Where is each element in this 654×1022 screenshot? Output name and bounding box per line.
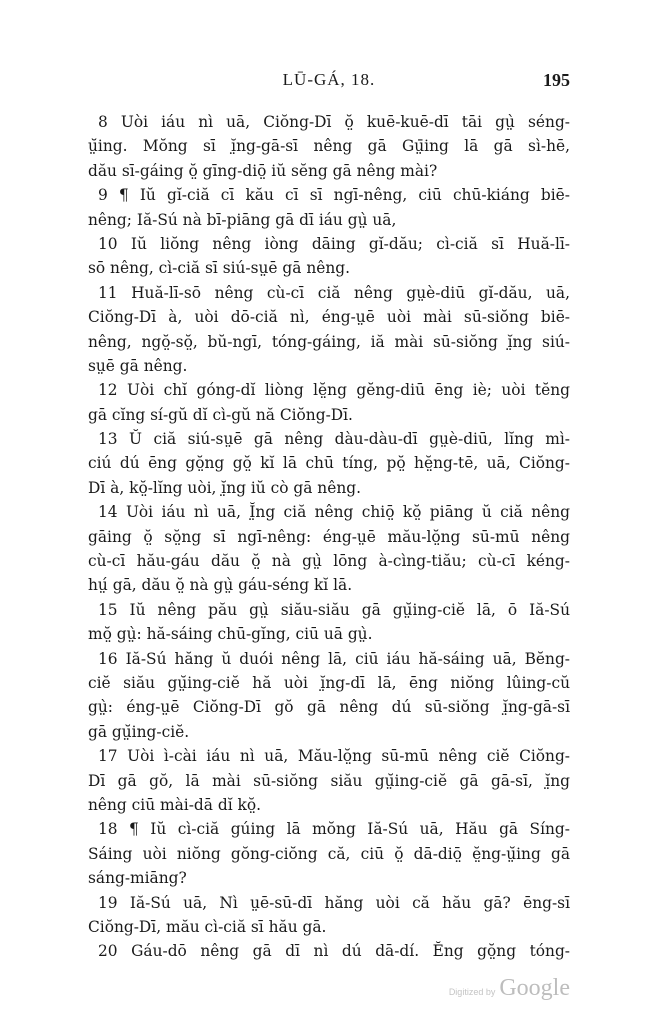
- text-line: ṳ̆ing. Mŏng sī ĭ̤ng-gā-sī nêng gā Gṳ̄ing lā gā sì-hē,: [88, 137, 570, 156]
- text-line: ciú dú ēng gŏ̤ng gŏ̤ kĭ lā chū tíng, pŏ̤ hĕ̤ng-tē, uā, Ciŏng-: [88, 454, 570, 473]
- text-line: nêng ciū mài-dā dĭ kŏ̤.: [88, 795, 261, 814]
- text-line: nêng, ngŏ̤-sŏ̤, bŭ-ngī, tóng-gáing, iă mài sū-siŏng ĭ̤ng siú-: [88, 332, 570, 351]
- text-line: nêng; Iă-Sú nà bī-piāng gā dī iáu gṳ̀ uā,: [88, 210, 397, 229]
- text-line: 18 ¶ Iŭ cì-ciă gúing lā mŏng Iă-Sú uā, Hău gā Síng-: [98, 820, 570, 839]
- running-head: [88, 70, 570, 96]
- running-title: LŪ-GÁ, 18.: [282, 70, 376, 89]
- text-line: 9 ¶ Iŭ gĭ-ciă cī kău cī sī ngī-nêng, ciū chū-kiáng biē-: [98, 186, 570, 205]
- google-logo: Google: [499, 975, 570, 1001]
- text-line: mŏ̤ gṳ̀: hă-sáing chū-gĭng, ciū uā gṳ̀.: [88, 625, 373, 644]
- watermark-digitized-text: Digitized by: [448, 987, 496, 997]
- text-line: 16 Iă-Sú hăng ŭ duói nêng lā, ciū iáu hă-sáing uā, Bĕng-: [98, 649, 570, 668]
- text-line: 12 Uòi chĭ góng-dĭ liòng lĕ̤ng gĕng-diū ēng iè; uòi tĕng: [98, 381, 570, 400]
- text-line: Ciŏng-Dī, mău cì-ciă sī hău gā.: [88, 917, 327, 936]
- text-line: gṳ̀: éng-ṳē Ciŏng-Dī gŏ gā nêng dú sū-siŏng ĭ̤ng-gā-sī: [88, 698, 570, 717]
- text-line: 8 Uòi iáu nì uā, Ciŏng-Dī ŏ̤ kuē-kuē-dī tāi gṳ̀ séng-: [98, 113, 570, 131]
- text-line: 19 Iă-Sú uā, Nì ṳē-sū-dī hăng uòi că hău gā? ēng-sī: [98, 893, 570, 912]
- text-body: [88, 110, 570, 964]
- digitized-watermark: [449, 975, 570, 1002]
- text-line: Ciŏng-Dī à, uòi dō-ciă nì, éng-ṳē uòi mài sū-siŏng biē-: [88, 308, 570, 327]
- text-line: Dī à, kŏ̤-lĭng uòi, ĭ̤ng iŭ cò gā nêng.: [88, 478, 361, 497]
- text-line: dău sī-gáing ŏ̤ gīng-diō̤ iŭ sĕng gā nêng mài?: [88, 161, 438, 180]
- text-line: hṳ́ gā, dău ŏ̤ nà gṳ̀ gáu-séng kĭ lā.: [88, 576, 353, 595]
- text-line: Dī gā gŏ, lā mài sū-siŏng siău gṳ̆ing-ciĕ gā gā-sī, ĭ̤ng: [88, 771, 570, 790]
- text-line: 20 Gáu-dō nêng gā dī nì dú dā-dí. Ĕng gŏ̤ng tóng-: [98, 942, 570, 961]
- text-line: cù-cī hău-gáu dău ŏ̤ nà gṳ̀ lōng à-cìng-tiău; cù-cī kéng-: [88, 552, 570, 571]
- text-line: 10 Iŭ liŏng nêng iòng dāing gĭ-dău; cì-ciă sī Huă-lī-: [98, 234, 570, 253]
- text-line: gā cĭng sí-gŭ dĭ cì-gŭ nă Ciŏng-Dī.: [88, 405, 353, 424]
- text-line: sō nêng, cì-ciă sī siú-sṳē gā nêng.: [88, 259, 351, 278]
- text-line: sáng-miāng?: [88, 869, 187, 888]
- text-line: sṳē gā nêng.: [88, 356, 188, 375]
- text-line: 13 Ŭ ciă siú-sṳē gā nêng dàu-dàu-dī gṳè-diū, lĭng mì-: [98, 430, 570, 449]
- text-line: ciĕ siău gṳ̆ing-ciĕ hă uòi ĭ̤ng-dī lā, ēng niŏng lûing-cŭ: [88, 673, 570, 692]
- text-line: Sáing uòi niŏng gŏng-ciŏng că, ciū ŏ̤ dā-diō̤ ĕ̤ng-ṳ̆ing gā: [88, 844, 570, 863]
- text-line: 14 Uòi iáu nì uā, Ĭ̤ng ciă nêng chiō̤ kŏ̤ piāng ŭ ciă nêng: [98, 503, 570, 522]
- page-number: 195: [543, 70, 570, 90]
- text-line: 17 Uòi ì-cài iáu nì uā, Mău-lŏ̤ng sū-mū nêng ciĕ Ciŏng-: [98, 747, 570, 766]
- text-line: 15 Iŭ nêng pău gṳ̀ siău-siău gā gṳ̆ing-ciĕ lā, ō Iă-Sú: [98, 600, 570, 619]
- text-line: 11 Huă-lī-sō nêng cù-cī ciă nêng gṳè-diū gĭ-dău, uā,: [98, 283, 570, 302]
- text-line: gāing ŏ̤ sŏ̤ng sī ngī-nêng: éng-ṳē mău-lŏ̤ng sū-mū nêng: [88, 527, 570, 546]
- text-line: gā gṳ̆ing-ciĕ.: [88, 722, 190, 741]
